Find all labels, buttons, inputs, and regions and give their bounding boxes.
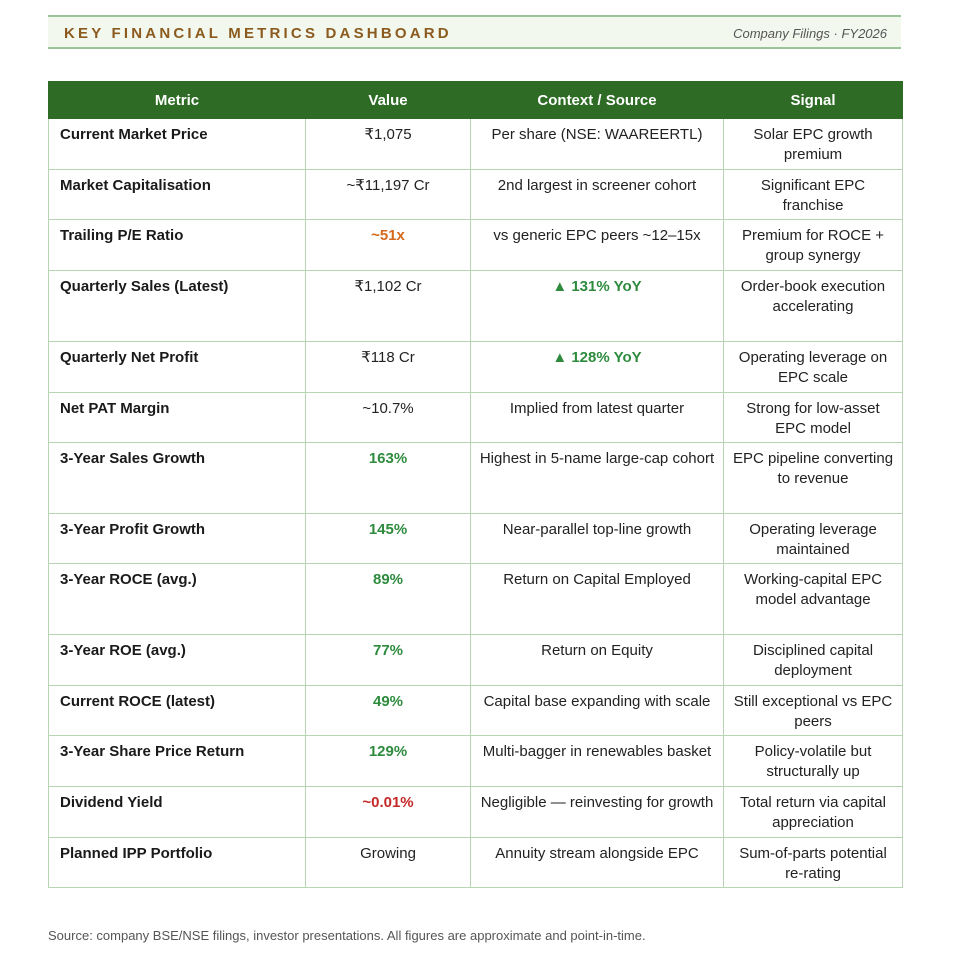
signal-cell: EPC pipeline converting to revenue	[724, 443, 903, 514]
column-header-value: Value	[306, 82, 471, 119]
signal-cell: Significant EPC franchise	[724, 170, 903, 220]
table-row	[49, 119, 903, 170]
context-cell: Implied from latest quarter	[471, 393, 724, 443]
table-row	[49, 635, 903, 686]
metric-cell: Quarterly Net Profit	[49, 342, 306, 393]
signal-cell: Solar EPC growth premium	[724, 119, 903, 170]
metric-cell: 3-Year Sales Growth	[49, 443, 306, 514]
table-row	[49, 271, 903, 342]
column-header-metric: Metric	[49, 82, 306, 119]
context-cell: ▲ 128% YoY	[471, 342, 724, 393]
table-row	[49, 393, 903, 443]
metric-cell: Net PAT Margin	[49, 393, 306, 443]
column-header-context: Context / Source	[471, 82, 724, 119]
signal-cell: Total return via capital appreciation	[724, 787, 903, 838]
table-body	[49, 119, 903, 888]
signal-cell: Order-book execution accelerating	[724, 271, 903, 342]
metric-cell: Market Capitalisation	[49, 170, 306, 220]
value-cell: ~51x	[306, 220, 471, 271]
metrics-table	[48, 81, 903, 888]
page-title: KEY FINANCIAL METRICS DASHBOARD	[64, 25, 452, 42]
value-cell: ₹1,075	[306, 119, 471, 170]
source-note: Source: company BSE/NSE filings, investor presentations. All figures are approximate and point-in-time.	[48, 928, 646, 943]
table-row	[49, 443, 903, 514]
column-header-signal: Signal	[724, 82, 903, 119]
context-cell: 2nd largest in screener cohort	[471, 170, 724, 220]
page-subtitle: Company Filings · FY2026	[733, 26, 887, 41]
table-row	[49, 220, 903, 271]
value-cell: 163%	[306, 443, 471, 514]
signal-cell: Strong for low-asset EPC model	[724, 393, 903, 443]
table-row	[49, 838, 903, 888]
value-cell: 129%	[306, 736, 471, 787]
metric-cell: Planned IPP Portfolio	[49, 838, 306, 888]
metric-cell: 3-Year Profit Growth	[49, 514, 306, 564]
table-row	[49, 170, 903, 220]
value-cell: 49%	[306, 686, 471, 736]
signal-cell: Working-capital EPC model advantage	[724, 564, 903, 635]
signal-cell: Premium for ROCE + group synergy	[724, 220, 903, 271]
context-cell: Near-parallel top-line growth	[471, 514, 724, 564]
context-cell: Per share (NSE: WAAREERTL)	[471, 119, 724, 170]
signal-cell: Policy-volatile but structurally up	[724, 736, 903, 787]
value-cell: 77%	[306, 635, 471, 686]
table-header-row	[49, 82, 903, 119]
context-cell: Return on Equity	[471, 635, 724, 686]
context-cell: Return on Capital Employed	[471, 564, 724, 635]
metric-cell: Dividend Yield	[49, 787, 306, 838]
metric-cell: Current Market Price	[49, 119, 306, 170]
value-cell: ₹118 Cr	[306, 342, 471, 393]
table-row	[49, 342, 903, 393]
metric-cell: Trailing P/E Ratio	[49, 220, 306, 271]
signal-cell: Operating leverage on EPC scale	[724, 342, 903, 393]
context-cell: Negligible — reinvesting for growth	[471, 787, 724, 838]
table-row	[49, 787, 903, 838]
table-row	[49, 736, 903, 787]
value-cell: ~₹11,197 Cr	[306, 170, 471, 220]
value-cell: Growing	[306, 838, 471, 888]
metric-cell: 3-Year ROCE (avg.)	[49, 564, 306, 635]
metric-cell: Quarterly Sales (Latest)	[49, 271, 306, 342]
context-cell: Annuity stream alongside EPC	[471, 838, 724, 888]
signal-cell: Disciplined capital deployment	[724, 635, 903, 686]
value-cell: 145%	[306, 514, 471, 564]
value-cell: ~0.01%	[306, 787, 471, 838]
signal-cell: Still exceptional vs EPC peers	[724, 686, 903, 736]
context-cell: Capital base expanding with scale	[471, 686, 724, 736]
signal-cell: Sum-of-parts potential re-rating	[724, 838, 903, 888]
value-cell: ₹1,102 Cr	[306, 271, 471, 342]
context-cell: Highest in 5-name large-cap cohort	[471, 443, 724, 514]
metric-cell: 3-Year ROE (avg.)	[49, 635, 306, 686]
signal-cell: Operating leverage maintained	[724, 514, 903, 564]
context-cell: vs generic EPC peers ~12–15x	[471, 220, 724, 271]
metric-cell: 3-Year Share Price Return	[49, 736, 306, 787]
table-row	[49, 564, 903, 635]
context-cell: ▲ 131% YoY	[471, 271, 724, 342]
context-cell: Multi-bagger in renewables basket	[471, 736, 724, 787]
dashboard-header	[48, 15, 901, 49]
value-cell: ~10.7%	[306, 393, 471, 443]
metric-cell: Current ROCE (latest)	[49, 686, 306, 736]
table-row	[49, 514, 903, 564]
value-cell: 89%	[306, 564, 471, 635]
table-row	[49, 686, 903, 736]
